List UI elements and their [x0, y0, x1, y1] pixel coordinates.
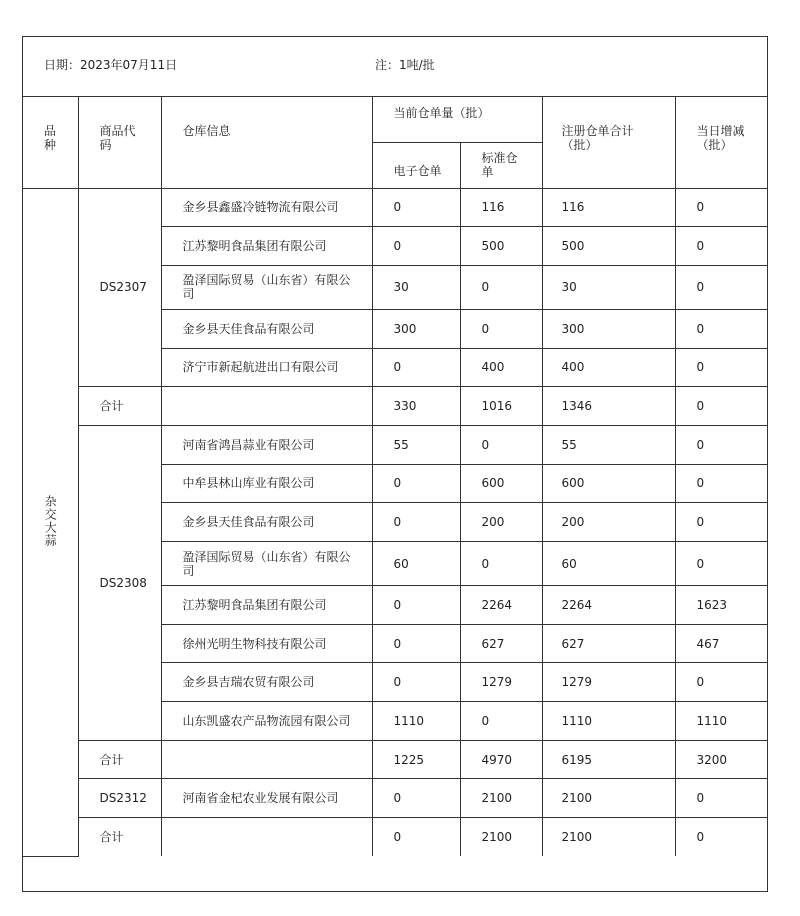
standard-cell: 1279 — [460, 663, 542, 702]
contract-code: DS2312 — [99, 791, 147, 806]
contract-code: DS2308 — [99, 575, 147, 590]
warehouse-name: 金乡县吉瑞农贸有限公司 — [161, 663, 372, 702]
variety-label: 杂交大蒜 — [43, 494, 58, 547]
electronic-cell: 0 — [372, 779, 460, 818]
total-cell: 400 — [542, 348, 675, 387]
change-cell: 0 — [675, 309, 767, 348]
total-cell: 627 — [542, 624, 675, 663]
subtotal-label: 合计 — [78, 387, 161, 426]
change-cell: 0 — [675, 503, 767, 542]
subtotal-empty — [161, 818, 372, 857]
warehouse-name: 济宁市新起航进出口有限公司 — [161, 348, 372, 387]
electronic-cell: 55 — [372, 425, 460, 464]
electronic-cell: 0 — [372, 503, 460, 542]
change-cell: 0 — [675, 779, 767, 818]
total-cell: 55 — [542, 425, 675, 464]
total-cell: 1279 — [542, 663, 675, 702]
total-cell: 600 — [542, 464, 675, 503]
standard-cell: 200 — [460, 503, 542, 542]
change-cell: 1623 — [675, 586, 767, 625]
contract-code-cell — [78, 425, 161, 740]
standard-cell: 2100 — [460, 779, 542, 818]
total-cell: 2100 — [542, 779, 675, 818]
standard-cell: 600 — [460, 464, 542, 503]
header-warehouse: 仓库信息 — [161, 96, 372, 188]
total-cell: 6195 — [542, 740, 675, 779]
warehouse-name: 河南省金杞农业发展有限公司 — [161, 779, 372, 818]
standard-cell: 0 — [460, 425, 542, 464]
standard-cell: 0 — [460, 265, 542, 309]
contract-code: DS2307 — [99, 280, 147, 295]
warrant-table — [23, 96, 767, 857]
change-cell: 467 — [675, 624, 767, 663]
subtotal-label: 合计 — [78, 740, 161, 779]
standard-cell: 500 — [460, 227, 542, 266]
total-cell: 116 — [542, 188, 675, 227]
warehouse-name: 盈泽国际贸易（山东省）有限公司 — [161, 542, 372, 586]
warehouse-name: 中牟县林山库业有限公司 — [161, 464, 372, 503]
electronic-cell: 0 — [372, 818, 460, 857]
electronic-cell: 0 — [372, 464, 460, 503]
total-cell: 1110 — [542, 702, 675, 741]
total-cell: 300 — [542, 309, 675, 348]
warehouse-name: 河南省鸿昌蒜业有限公司 — [161, 425, 372, 464]
warehouse-name: 盈泽国际贸易（山东省）有限公司 — [161, 265, 372, 309]
change-cell: 0 — [675, 464, 767, 503]
electronic-cell: 330 — [372, 387, 460, 426]
subtotal-label: 合计 — [78, 818, 161, 857]
change-cell: 0 — [675, 425, 767, 464]
standard-cell: 2264 — [460, 586, 542, 625]
electronic-cell: 60 — [372, 542, 460, 586]
subtotal-empty — [161, 740, 372, 779]
info-row — [23, 37, 767, 97]
change-cell: 0 — [675, 818, 767, 857]
total-cell: 30 — [542, 265, 675, 309]
change-cell: 0 — [675, 265, 767, 309]
total-cell: 60 — [542, 542, 675, 586]
electronic-cell: 1110 — [372, 702, 460, 741]
standard-cell: 1016 — [460, 387, 542, 426]
change-cell: 0 — [675, 542, 767, 586]
warrant-sheet — [22, 36, 768, 892]
variety-cell — [23, 188, 78, 856]
warehouse-name: 江苏黎明食品集团有限公司 — [161, 586, 372, 625]
subtotal-empty — [161, 387, 372, 426]
warehouse-name: 金乡县鑫盛冷链物流有限公司 — [161, 188, 372, 227]
change-cell: 0 — [675, 387, 767, 426]
header-code: 商品代码 — [78, 96, 161, 188]
table-row — [23, 779, 767, 818]
standard-cell: 0 — [460, 309, 542, 348]
header-variety: 品种 — [23, 96, 78, 188]
total-cell: 2264 — [542, 586, 675, 625]
report-date: 日期：2023年07月11日 — [44, 58, 178, 72]
standard-cell: 627 — [460, 624, 542, 663]
subtotal-row — [23, 387, 767, 426]
standard-cell: 4970 — [460, 740, 542, 779]
electronic-cell: 0 — [372, 663, 460, 702]
table-row — [23, 425, 767, 464]
electronic-cell: 0 — [372, 348, 460, 387]
electronic-cell: 0 — [372, 227, 460, 266]
total-cell: 200 — [542, 503, 675, 542]
change-cell: 1110 — [675, 702, 767, 741]
subtotal-row — [23, 818, 767, 857]
electronic-cell: 0 — [372, 586, 460, 625]
electronic-cell: 0 — [372, 188, 460, 227]
total-cell: 2100 — [542, 818, 675, 857]
standard-cell: 0 — [460, 702, 542, 741]
header-standard: 标准仓单 — [460, 142, 542, 188]
contract-code-cell — [78, 779, 161, 818]
warehouse-name: 金乡县天佳食品有限公司 — [161, 309, 372, 348]
unit-note: 注：1吨/批 — [375, 58, 435, 72]
change-cell: 0 — [675, 227, 767, 266]
warehouse-name: 徐州光明生物科技有限公司 — [161, 624, 372, 663]
total-cell: 1346 — [542, 387, 675, 426]
change-cell: 3200 — [675, 740, 767, 779]
change-cell: 0 — [675, 188, 767, 227]
header-daily-change: 当日增减（批） — [675, 96, 767, 188]
standard-cell: 116 — [460, 188, 542, 227]
header-electronic: 电子仓单 — [372, 142, 460, 188]
contract-code-cell — [78, 188, 161, 387]
header-registered-total: 注册仓单合计（批） — [542, 96, 675, 188]
table-row — [23, 188, 767, 227]
standard-cell: 2100 — [460, 818, 542, 857]
warehouse-name: 山东凯盛农产品物流园有限公司 — [161, 702, 372, 741]
change-cell: 0 — [675, 663, 767, 702]
subtotal-row — [23, 740, 767, 779]
total-cell: 500 — [542, 227, 675, 266]
standard-cell: 400 — [460, 348, 542, 387]
electronic-cell: 1225 — [372, 740, 460, 779]
change-cell: 0 — [675, 348, 767, 387]
electronic-cell: 300 — [372, 309, 460, 348]
standard-cell: 0 — [460, 542, 542, 586]
warehouse-name: 江苏黎明食品集团有限公司 — [161, 227, 372, 266]
electronic-cell: 30 — [372, 265, 460, 309]
electronic-cell: 0 — [372, 624, 460, 663]
header-current-group: 当前仓单量（批） — [372, 96, 542, 142]
warehouse-name: 金乡县天佳食品有限公司 — [161, 503, 372, 542]
